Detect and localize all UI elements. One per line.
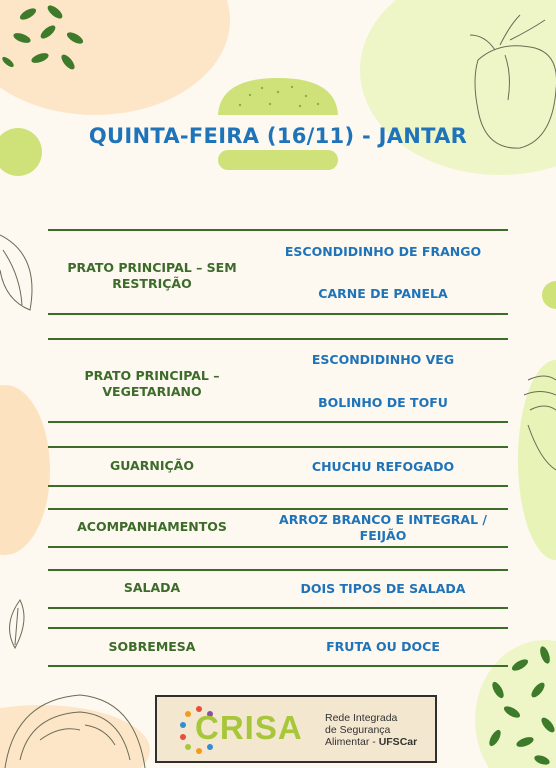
menu-value: ESCONDIDINHO DE FRANGO [284,244,482,259]
table-rule [48,508,508,510]
table-rule [48,446,508,448]
leaf-icon [0,235,32,310]
peach-blob-left [0,385,50,555]
logo-line: de Segurança [325,724,391,736]
small-leaf-icon [10,600,24,648]
table-rule [48,607,508,609]
menu-label-main-vegetarian: PRATO PRINCIPAL – VEGETARIANO [84,368,220,399]
page-title: QUINTA-FEIRA (16/11) - JANTAR [88,124,468,148]
logo-line [325,736,435,748]
menu-label-accompaniments: ACOMPANHAMENTOS [77,519,227,534]
table-rule [48,338,508,340]
menu-value: DOIS TIPOS DE SALADA [300,581,466,596]
table-rule [48,569,508,571]
green-blob-right [518,360,556,560]
table-rule [48,665,508,667]
menu-value: FRUTA OU DOCE [326,639,440,654]
menu-value: ARROZ BRANCO E INTEGRAL / FEIJÃO [279,512,487,543]
menu-label-salad: SALADA [123,580,181,595]
logo-line: Rede Integrada [325,712,398,724]
green-blob [360,0,556,175]
menu-value: BOLINHO DE TOFU [318,395,448,410]
logo-line-bold: UFSCar [378,736,418,748]
table-rule [48,627,508,629]
logo-line-text: Alimentar - [325,736,379,748]
menu-label-main-unrestricted: PRATO PRINCIPAL – SEM RESTRIÇÃO [67,260,237,291]
table-rule [48,313,508,315]
peach-blob-bottom [0,705,150,768]
logo-wordmark: CRISA [195,709,303,746]
table-rule [48,229,508,231]
menu-value: ESCONDIDINHO VEG [311,352,455,367]
green-dot-right [542,281,556,309]
menu-label-dessert: SOBREMESA [108,639,196,654]
menu-value: CARNE DE PANELA [318,286,448,301]
table-rule [48,485,508,487]
table-rule [48,421,508,423]
menu-value: CHUCHU REFOGADO [311,459,455,474]
logo-subtitle [325,712,435,748]
menu-label-side: GUARNIÇÃO [110,458,194,473]
crisa-logo [155,695,437,763]
table-rule [48,546,508,548]
